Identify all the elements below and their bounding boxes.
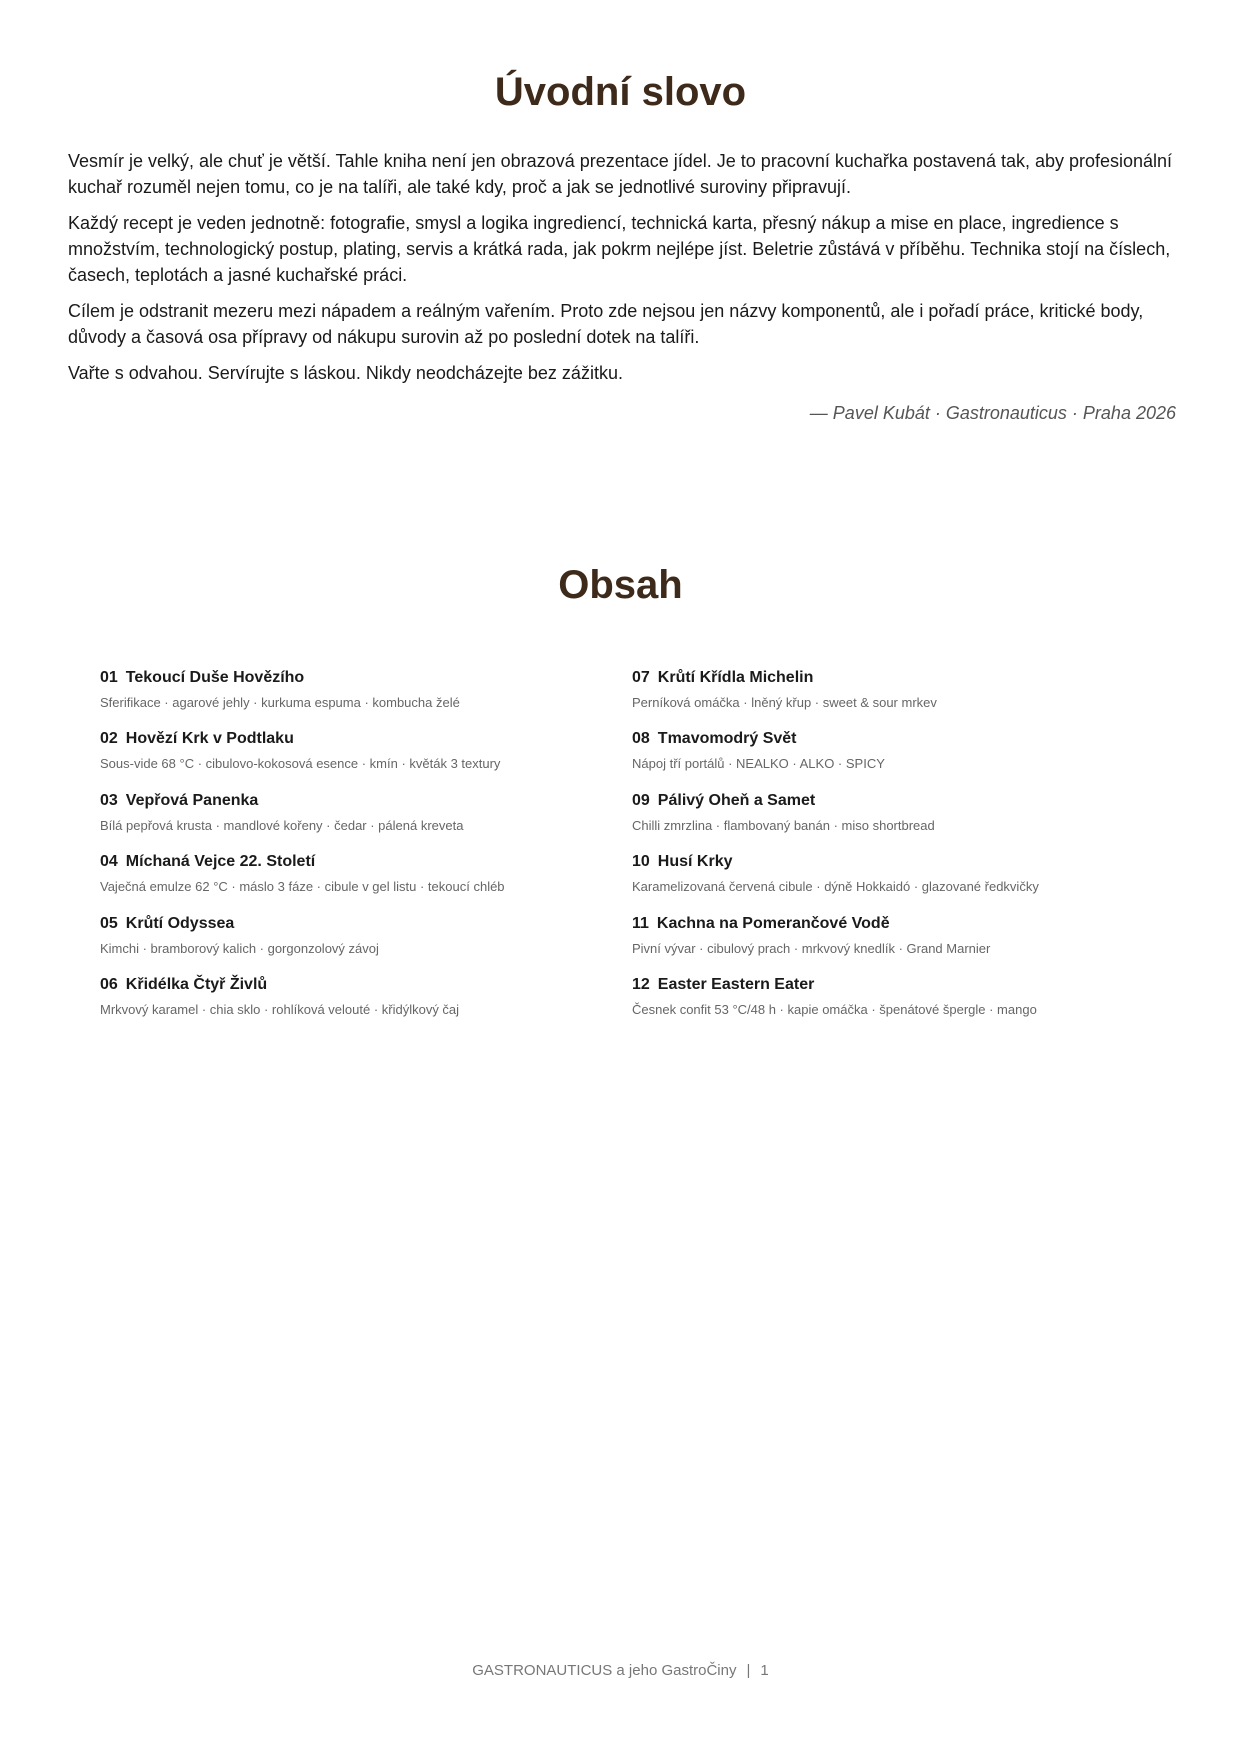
toc-entry-subtitle: Česnek confit 53 °C/48 h · kapie omáčka · špenátové špergle · mango: [632, 1001, 1037, 1017]
toc-entry[interactable]: [632, 914, 1132, 975]
toc-entry-title: Hovězí Krk v Podtlaku: [125, 730, 294, 748]
toc-entry-number: 09: [632, 791, 650, 809]
toc-entry-subtitle: Perníková omáčka · lněný křup · sweet & sour mrkev: [632, 695, 937, 710]
toc-entry-subtitle: Kimchi · bramborový kalich · gorgonzolový závoj: [100, 940, 379, 956]
toc-entry[interactable]: [632, 975, 1132, 1036]
toc-entry-number: 01: [100, 669, 118, 686]
toc-entry-number: 03: [100, 791, 118, 809]
toc-entry-title: Tmavomodrý Svět: [657, 730, 797, 748]
toc-entry[interactable]: [100, 791, 632, 852]
toc-entry-number: 12: [632, 975, 650, 993]
toc-entry[interactable]: [100, 668, 632, 729]
toc-entry-number: 08: [632, 730, 650, 748]
toc-entry-title: Krůtí Křídla Michelin: [657, 669, 814, 686]
toc-entry-number: 11: [632, 914, 649, 932]
toc-entry-number: 06: [100, 975, 118, 993]
toc-entry-title: Tekoucí Duše Hovězího: [125, 669, 305, 686]
table-of-contents: [100, 668, 1140, 1036]
toc-entry-subtitle: Chilli zmrzlina · flambovaný banán · miso shortbread: [632, 817, 935, 833]
toc-entry-subtitle: Sferifikace · agarové jehly · kurkuma espuma · kombucha želé: [100, 695, 460, 710]
footer-text: GASTRONAUTICUS a jeho GastroČiny: [472, 1662, 737, 1679]
toc-entry-number: 02: [100, 730, 118, 748]
intro-paragraph: Vařte s odvahou. Servírujte s láskou. Nikdy neodcházejte bez zážitku.: [68, 363, 623, 383]
toc-entry-number: 04: [100, 853, 118, 871]
page-footer: [0, 1662, 1241, 1679]
toc-entry-subtitle: Vaječná emulze 62 °C · máslo 3 fáze · cibule v gel listu · tekoucí chléb: [100, 879, 505, 895]
toc-entry[interactable]: [632, 729, 1132, 790]
intro-paragraph: Vesmír je velký, ale chuť je větší. Tahle kniha není jen obrazová prezentace jídel. Je to pracovní kuchařka postavená tak, aby profesionální kuchař rozuměl nejen tomu, co je na talíři, ale také kdy, proč a jak se jednotlivé suroviny připravují.: [68, 151, 1173, 197]
intro-paragraph: Každý recept je veden jednotně: fotografie, smysl a logika ingrediencí, technická karta, přesný nákup a mise en place, ingredience s množstvím, technologický postup, plating, servis a krátká rada, jak pokrm nejlépe jíst. Beletrie zůstává v příběhu. Technika stojí na číslech, časech, teplotách a jasné kuchařské práci.: [68, 213, 1171, 285]
toc-title: Obsah: [558, 563, 683, 607]
toc-entry[interactable]: [100, 914, 632, 975]
toc-entry-title: Kachna na Pomerančové Vodě: [656, 914, 890, 932]
toc-entry[interactable]: [632, 791, 1132, 852]
toc-entry-title: Pálivý Oheň a Samet: [657, 791, 816, 809]
toc-entry-number: 05: [100, 914, 118, 932]
toc-entry[interactable]: [100, 852, 632, 913]
intro-signature: — Pavel Kubát · Gastronauticus · Praha 2026: [809, 403, 1176, 423]
toc-entry[interactable]: [100, 975, 632, 1036]
toc-entry-subtitle: Mrkvový karamel · chia sklo · rohlíková velouté · křidýlkový čaj: [100, 1001, 460, 1017]
toc-entry-subtitle: Karamelizovaná červená cibule · dýně Hokkaidó · glazované ředkvičky: [632, 879, 1039, 895]
toc-column-left: [100, 668, 632, 1036]
toc-entry-subtitle: Sous-vide 68 °C · cibulovo-kokosová esence · kmín · květák 3 textury: [100, 756, 501, 772]
intro-paragraph: Cílem je odstranit mezeru mezi nápadem a reálným vařením. Proto zde nejsou jen názvy komponentů, ale i pořadí práce, kritické body, důvody a časová osa přípravy od nákupu surovin až po poslední dotek na talíři.: [68, 301, 1144, 347]
toc-entry[interactable]: [632, 852, 1132, 913]
toc-entry-subtitle: Nápoj tří portálů · NEALKO · ALKO · SPICY: [632, 756, 885, 772]
toc-entry-title: Míchaná Vejce 22. Století: [125, 853, 316, 871]
toc-entry-title: Vepřová Panenka: [125, 791, 259, 809]
toc-entry-number: 07: [632, 669, 650, 686]
footer-separator: |: [746, 1662, 751, 1679]
toc-column-right: [632, 668, 1132, 1036]
toc-entry-title: Easter Eastern Eater: [657, 975, 815, 993]
toc-entry-subtitle: Bílá pepřová krusta · mandlové kořeny · čedar · pálená kreveta: [100, 817, 464, 833]
page-number: 1: [760, 1662, 769, 1679]
toc-entry[interactable]: [100, 729, 632, 790]
toc-entry-title: Křidélka Čtyř Živlů: [125, 975, 268, 993]
intro-title: Úvodní slovo: [494, 70, 747, 114]
toc-entry-subtitle: Pivní vývar · cibulový prach · mrkvový knedlík · Grand Marnier: [632, 940, 991, 956]
toc-entry-title: Krůtí Odyssea: [125, 914, 235, 932]
toc-entry-number: 10: [632, 853, 650, 871]
toc-entry[interactable]: [632, 668, 1132, 729]
toc-entry-title: Husí Krky: [657, 853, 733, 871]
intro-section: [68, 148, 1176, 426]
